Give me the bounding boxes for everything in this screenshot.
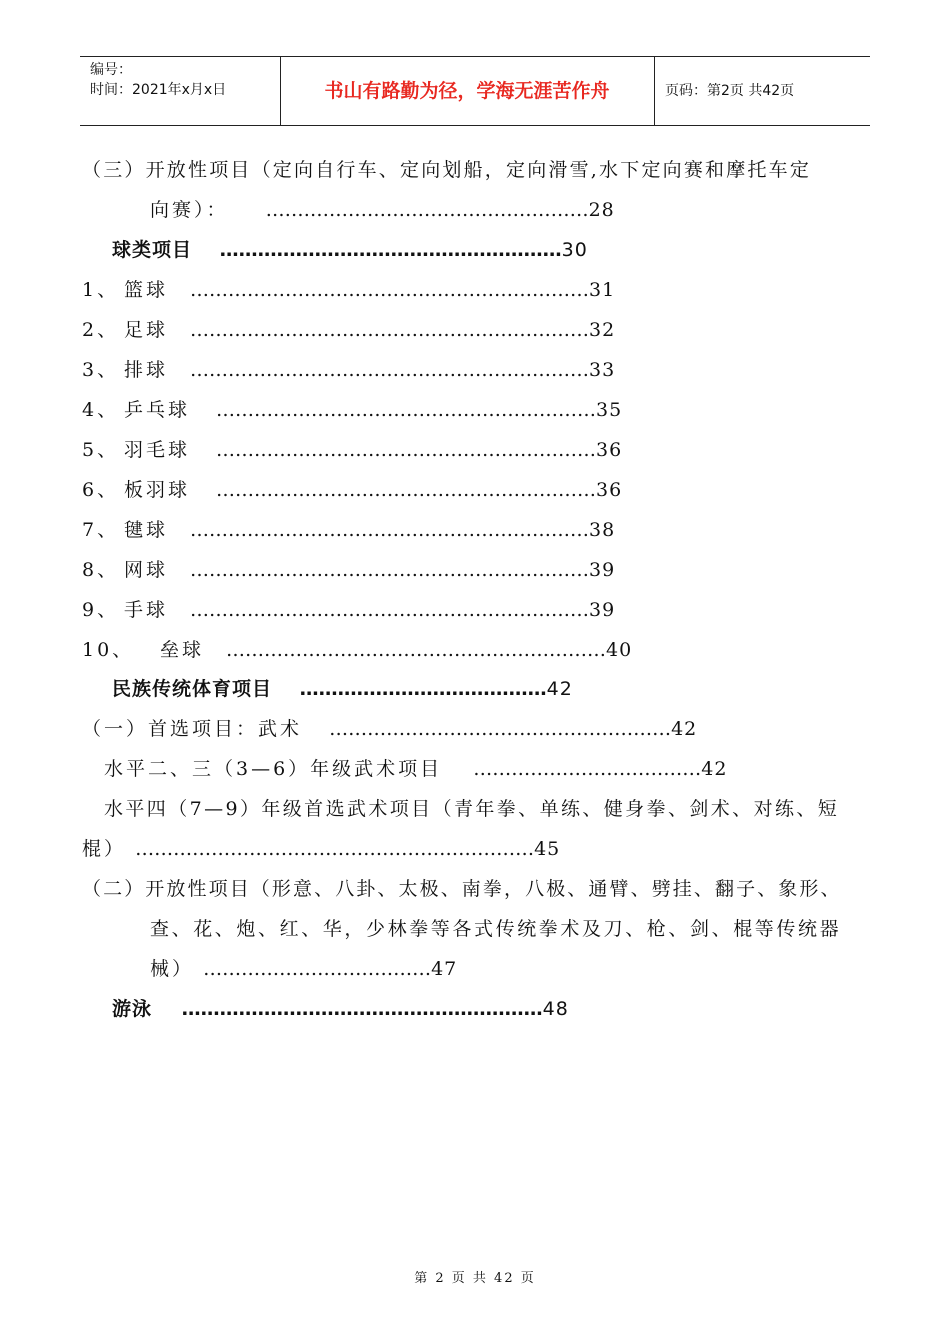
toc-leader-dots: ……………………………………………………: [216, 399, 596, 421]
toc-entry-title: 板羽球: [124, 479, 191, 501]
toc-entry-title: 毽球: [124, 519, 169, 541]
toc-leader-dots: ……………………………………………………: [216, 439, 596, 461]
toc-ball-section: [112, 237, 588, 263]
toc-entry-title: 垒球: [160, 639, 205, 661]
toc-open-ethnic-entry: [150, 956, 457, 982]
toc-section-title: 民族传统体育项目: [112, 678, 273, 700]
toc-section-title: 球类项目: [112, 239, 193, 261]
toc-leader-dots: ………………………………………………………: [190, 599, 589, 621]
toc-wushu-entry: [82, 716, 697, 742]
toc-section-title: 游泳: [112, 998, 153, 1020]
toc-leader-dots: ……………………………………………: [265, 199, 589, 221]
toc-item-number: 4、: [82, 399, 120, 421]
toc-leader-dots: ……………………………………………………: [226, 639, 606, 661]
header-time-label: 时间：2021年x月x日: [90, 82, 227, 98]
toc-item-number: 5、: [82, 439, 120, 461]
toc-swim-section: [112, 996, 569, 1022]
toc-page-number: 38: [589, 519, 616, 541]
toc-level4-entry: [82, 836, 560, 862]
toc-entry-title: 乒乓球: [124, 399, 191, 421]
toc-ethnic-section: [112, 676, 573, 702]
toc-page-number: 42: [701, 758, 728, 780]
toc-leader-dots: …………………………………………………: [181, 998, 543, 1020]
toc-entry-title: 羽毛球: [124, 439, 191, 461]
toc-ball-item: [82, 277, 615, 303]
toc-entry-title: 网球: [124, 559, 169, 581]
toc-page-number: 42: [546, 678, 573, 700]
toc-entry-title: （一）首选项目：武术: [82, 718, 303, 740]
toc-page-number: 39: [589, 599, 616, 621]
toc-open-outdoor-line1: （三）开放性项目（定向自行车、定向划船，定向滑雪,水下定向赛和摩托车定: [82, 159, 812, 181]
toc-ball-item: [82, 357, 615, 383]
toc-leader-dots: ………………………………………………: [329, 718, 672, 740]
toc-open-ethnic-line2: 查、花、炮、红、华，少林拳等各式传统拳术及刀、枪、剑、棍等传统器: [150, 918, 842, 940]
toc-entry-title: 械）: [150, 958, 195, 980]
toc-ball-item: [82, 317, 615, 343]
header-motto: 书山有路勤为径，学海无涯苦作舟: [324, 80, 610, 102]
toc-level23-entry: [104, 756, 727, 782]
toc-ball-item: [82, 517, 615, 543]
toc-ball-item: [82, 637, 632, 663]
toc-leader-dots: ………………………………: [473, 758, 702, 780]
toc-open-ethnic-line1: （二）开放性项目（形意、八卦、太极、南拳，八极、通臂、劈挂、翻子、象形、: [82, 878, 842, 900]
toc-leader-dots: ………………………………………………………: [190, 279, 589, 301]
toc-leader-dots: ………………………………………………………: [190, 519, 589, 541]
header-number-label: 编号：: [90, 62, 132, 78]
toc-ball-item: [82, 477, 622, 503]
toc-leader-dots: ………………………………………………………: [135, 838, 535, 860]
toc-leader-dots: ………………………………………………………: [190, 559, 589, 581]
page-header: [80, 56, 870, 126]
toc-page-number: 36: [596, 439, 623, 461]
toc-entry-title: 足球: [124, 319, 169, 341]
toc-page-number: 28: [588, 199, 615, 221]
toc-item-number: 2、: [82, 319, 120, 341]
toc-entry-title: 棍）: [82, 838, 127, 860]
toc-entry-title: 手球: [124, 599, 169, 621]
page-footer: 第 2 页 共 42 页: [414, 1271, 536, 1286]
header-meta: [90, 60, 226, 100]
toc-entry-title: 篮球: [124, 279, 169, 301]
toc-entry-title: 水平二、三（3—6）年级武术项目: [104, 758, 443, 780]
toc-item-number: 10、: [82, 639, 135, 661]
toc-page-number: 48: [542, 998, 569, 1020]
toc-leader-dots: ………………………………………………………: [190, 319, 589, 341]
toc-item-number: 1、: [82, 279, 120, 301]
toc-open-outdoor-entry: [150, 197, 615, 223]
toc-page-number: 39: [589, 559, 616, 581]
toc-page-number: 35: [596, 399, 623, 421]
toc-leader-dots: ……………………………………………………: [216, 479, 596, 501]
toc-entry-title: 向赛）：: [150, 199, 229, 221]
toc-item-number: 8、: [82, 559, 120, 581]
toc-page-number: 45: [534, 838, 561, 860]
toc-leader-dots: ………………………………………………: [219, 239, 562, 261]
toc-level4-line1: 水平四（7—9）年级首选武术项目（青年拳、单练、健身拳、剑术、对练、短: [104, 798, 840, 820]
toc-leader-dots: …………………………………: [299, 678, 547, 700]
toc-page-number: 31: [589, 279, 616, 301]
toc-page-number: 36: [596, 479, 623, 501]
toc-ball-item: [82, 437, 622, 463]
toc-page-number: 40: [606, 639, 633, 661]
toc-entry-title: 排球: [124, 359, 169, 381]
toc-page-number: 47: [431, 958, 458, 980]
toc-item-number: 3、: [82, 359, 120, 381]
toc-leader-dots: ………………………………………………………: [190, 359, 589, 381]
toc-item-number: 9、: [82, 599, 120, 621]
toc-ball-item: [82, 397, 622, 423]
toc-page-number: 33: [589, 359, 616, 381]
header-page-info: 页码：第2页 共42页: [665, 83, 795, 99]
toc-leader-dots: ………………………………: [203, 958, 432, 980]
toc-page-number: 42: [671, 718, 698, 740]
toc-page-number: 30: [561, 239, 588, 261]
toc-ball-item: [82, 557, 615, 583]
header-divider: [654, 57, 655, 125]
toc-page-number: 32: [589, 319, 616, 341]
toc-item-number: 7、: [82, 519, 120, 541]
toc-item-number: 6、: [82, 479, 120, 501]
toc-ball-item: [82, 597, 615, 623]
